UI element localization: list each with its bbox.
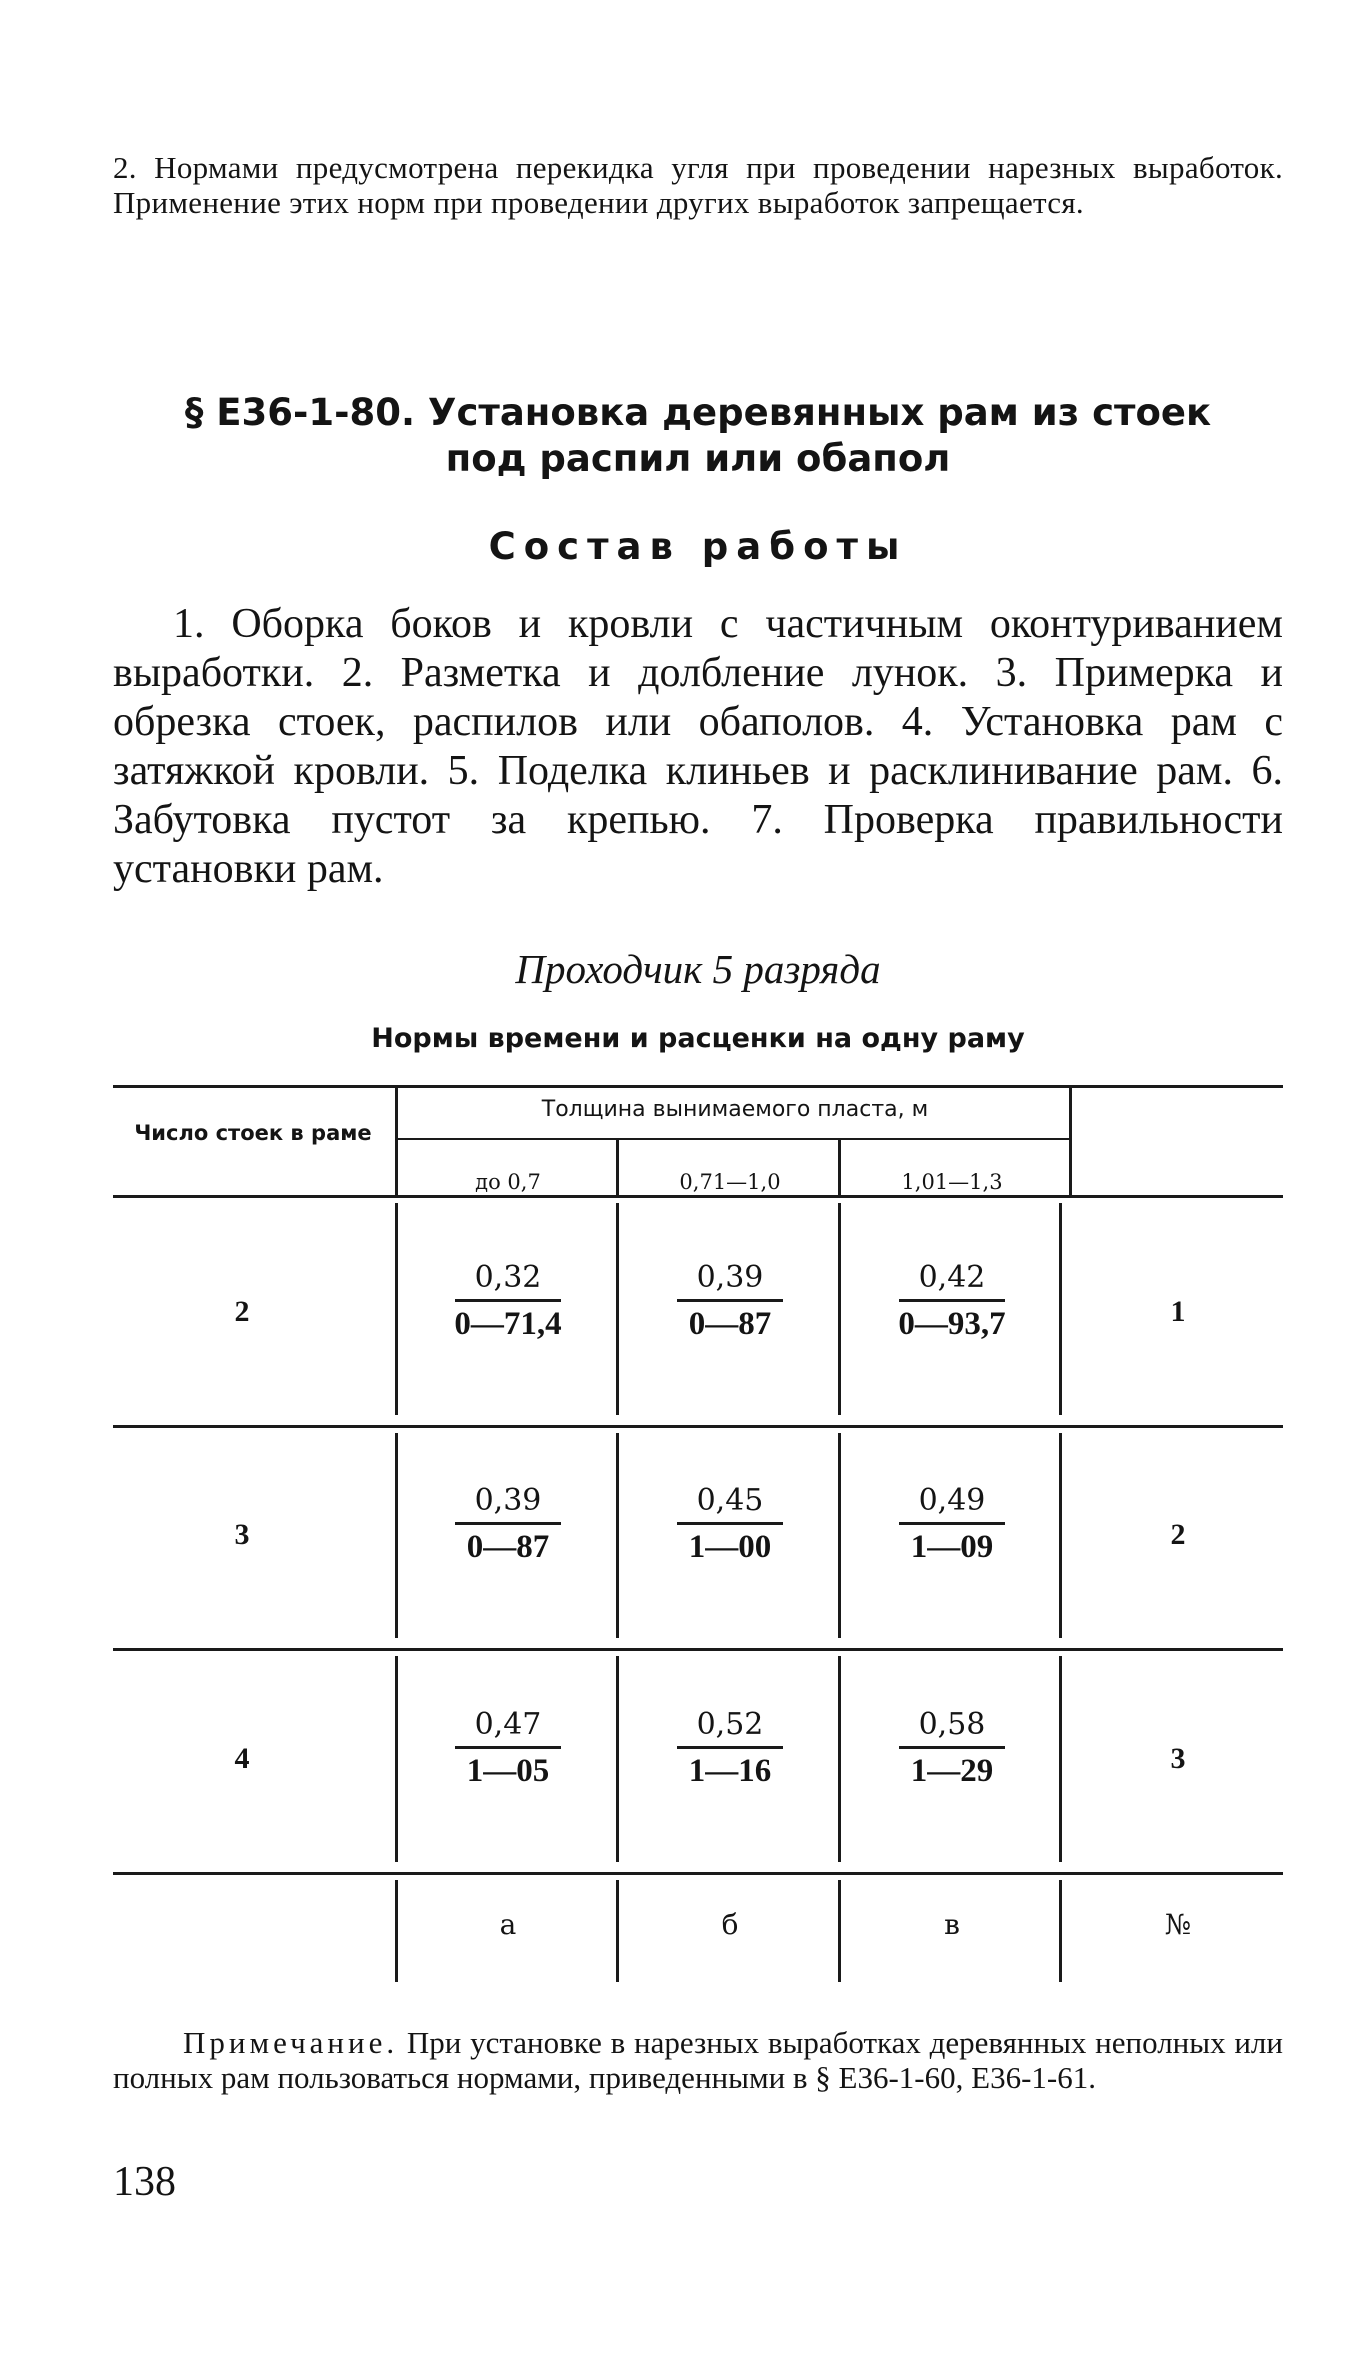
worker-grade: Проходчик 5 разряда (515, 946, 881, 992)
row-1-cell-c-price: 0—93,7 (898, 1306, 1006, 1342)
subheader-col-c: 1,01—1,3 (901, 1170, 1003, 1194)
table-top-rule (113, 1085, 1283, 1088)
row-2-cell-b-norm: 0,45 (677, 1483, 783, 1525)
row-3-cell-a-price: 1—05 (466, 1753, 550, 1789)
row-2-cell-a (398, 1483, 618, 1566)
row-1-count: 2 (234, 1295, 250, 1328)
column-letter-c: в (944, 1908, 960, 1941)
row-3-cell-b-norm: 0,52 (677, 1707, 783, 1749)
row-1-number: 1 (1170, 1295, 1186, 1328)
row-rule-3 (113, 1872, 1283, 1875)
row-2-count: 3 (234, 1518, 250, 1551)
column-number-label: № (1164, 1908, 1192, 1941)
row-2-cell-a-price: 0—87 (466, 1529, 550, 1565)
row-2-cell-c-norm: 0,49 (899, 1483, 1005, 1525)
section-title-line-2: под распил или обапол (445, 437, 951, 480)
subheader-col-b: 0,71—1,0 (679, 1170, 781, 1194)
footnote (113, 2025, 1283, 2095)
row-3-cell-b-price: 1—16 (688, 1753, 772, 1789)
row-1-cell-c (842, 1260, 1062, 1343)
row-3-count: 4 (234, 1742, 250, 1775)
header-bottom-rule (113, 1195, 1283, 1198)
row-rule-1 (113, 1425, 1283, 1428)
row-3-cell-c-price: 1—29 (910, 1753, 994, 1789)
row-1-cell-a-price: 0—71,4 (454, 1306, 562, 1342)
row-1-cell-a (398, 1260, 618, 1343)
intro-note: 2. Нормами предусмотрена перекидка угля при проведении нарезных выработок. Применение этих норм при проведении других выработок запрещается. (113, 150, 1283, 220)
row-1-cell-b-norm: 0,39 (677, 1260, 783, 1302)
header-thickness: Толщина вынимаемого пласта, м (541, 1097, 929, 1122)
row-3-number: 3 (1170, 1742, 1186, 1775)
column-letter-b: б (721, 1908, 739, 1941)
row-2-cell-a-norm: 0,39 (455, 1483, 561, 1525)
column-letter-a: а (499, 1908, 517, 1941)
composition-text: 1. Оборка боков и кровли с частичным оконтуриванием выработки. 2. Разметка и долбление лунок. 3. Примерка и обрезка стоек, распилов или обаполов. 4. Установка рам с затяжкой кровли. 5. Поделка клиньев и расклинивание рам. 6. Забутовка пустот за крепью. 7. Проверка правильности установки рам. (113, 601, 1283, 892)
row-3-cell-c-norm: 0,58 (899, 1707, 1005, 1749)
table-caption: Нормы времени и расценки на одну раму (371, 1023, 1025, 1054)
row-2-cell-c-price: 1—09 (910, 1529, 994, 1565)
header-split-rule (395, 1138, 1072, 1140)
header-stoek-count: Число стоек в раме (134, 1121, 372, 1145)
row-2-cell-b-price: 1—00 (688, 1529, 772, 1565)
row-1-cell-b-price: 0—87 (688, 1306, 772, 1342)
subheader-col-a: до 0,7 (475, 1170, 541, 1194)
row-2-cell-b (620, 1483, 840, 1566)
row-2-cell-c (842, 1483, 1062, 1566)
row-2-number: 2 (1170, 1518, 1186, 1551)
row-rule-2 (113, 1648, 1283, 1651)
row-3-cell-a (398, 1707, 618, 1790)
footnote-lead: Примечание. (183, 2025, 399, 2060)
page-number: 138 (113, 2159, 176, 2205)
row-1-cell-a-norm: 0,32 (455, 1260, 561, 1302)
row-3-cell-c (842, 1707, 1062, 1790)
row-3-cell-a-norm: 0,47 (455, 1707, 561, 1749)
row-3-cell-b (620, 1707, 840, 1790)
row-1-cell-c-norm: 0,42 (899, 1260, 1005, 1302)
footnote-text: При установке в нарезных выработках деревянных неполных или полных рам пользоваться нормами, приведенными в § Е36-1-60, Е36-1-61. (113, 2025, 1283, 2095)
section-title-line-1: § Е36-1-80. Установка деревянных рам из стоек (184, 391, 1212, 434)
composition-heading: Состав работы (488, 525, 908, 568)
row-1-cell-b (620, 1260, 840, 1343)
